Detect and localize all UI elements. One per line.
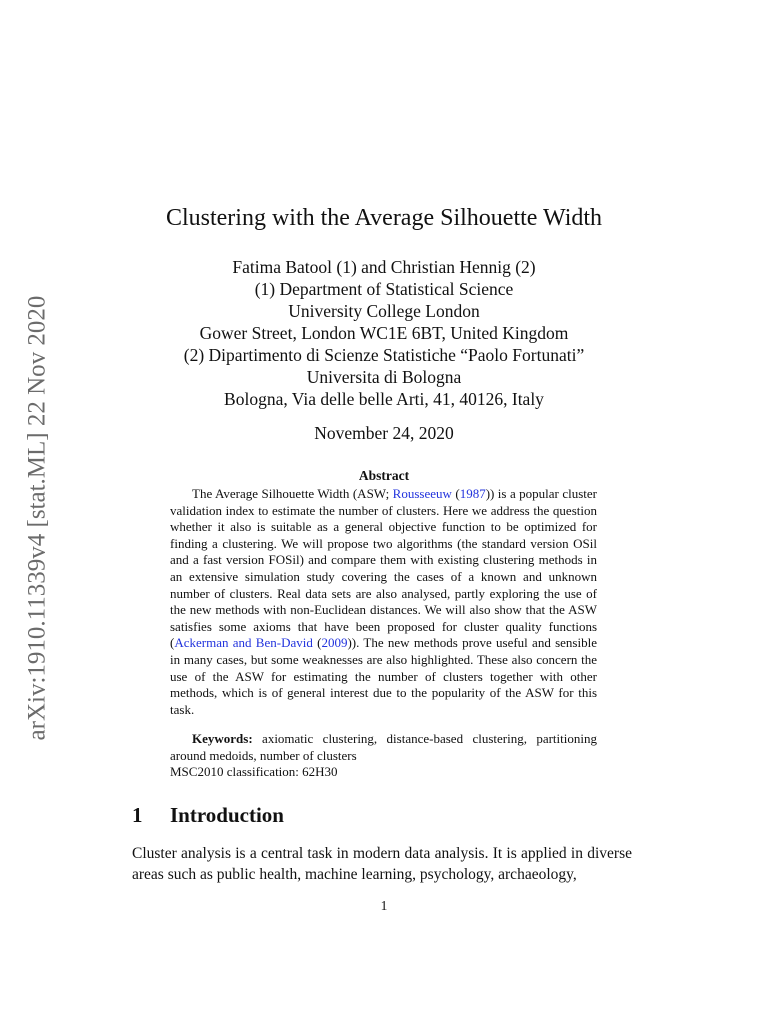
section-heading (132, 803, 284, 828)
page-number: 1 (380, 898, 388, 913)
abstract-text: )) is a popular cluster validation index to estimate the number of clusters. Here we address the question whether it also is suitable as a general objective function to be optimized for finding a clustering. We will propose two algorithms (the standard version OSil and a fast version FOSil) and compare them with existing clustering methods in an extensive simulation study covering the cases of a known and unknown number of clusters. Real data sets are also analysed, partly exploring the use of the new methods with non-Euclidean distances. We will also show that the ASW satisfies some axioms that have been proposed for cluster quality functions ( (170, 486, 597, 651)
arxiv-stamp-text: arXiv:1910.11339v4 [stat.ML] 22 Nov 2020 (23, 295, 50, 741)
citation-year-link[interactable]: 2009 (321, 635, 348, 651)
paper-date: November 24, 2020 (314, 423, 454, 443)
keywords-label: Keywords: (192, 731, 253, 746)
author-affiliations (0, 256, 768, 410)
affiliation-line: (2) Dipartimento di Scienze Statistiche “Paolo Fortunati” (183, 345, 585, 365)
abstract-text: )). The new methods prove useful and sensible in many cases, but some weaknesses are also highlighted. These also concern the use of the ASW for estimating the number of clusters together with other methods, which is of general interest due to the popularity of the ASW for this task. (170, 635, 597, 717)
section-number: 1 (132, 803, 143, 827)
abstract-heading: Abstract (358, 468, 410, 483)
keywords-text: axiomatic clustering, distance-based clustering, partitioning around medoids, number of clusters (170, 731, 597, 763)
affiliation-line: Bologna, Via delle belle Arti, 41, 40126, Italy (224, 389, 544, 409)
intro-paragraph: Cluster analysis is a central task in modern data analysis. It is applied in diverse areas such as public health, machine learning, psychology, archaeology, (132, 845, 632, 883)
affiliation-line: University College London (288, 301, 480, 321)
abstract-text: ( (451, 486, 460, 501)
abstract-text: ( (312, 635, 322, 651)
citation-year-link[interactable]: 1987 (459, 486, 486, 501)
paper-title: Clustering with the Average Silhouette Width (165, 205, 603, 231)
abstract-text: The Average Silhouette Width (ASW; (192, 486, 393, 501)
citation-link[interactable]: Ackerman and Ben-David (174, 635, 313, 651)
citation-link[interactable]: Rousseeuw (392, 486, 452, 501)
msc-classification: MSC2010 classification: 62H30 (170, 764, 338, 779)
affiliation-line: (1) Department of Statistical Science (254, 279, 514, 299)
affiliation-line: Gower Street, London WC1E 6BT, United Kingdom (199, 323, 569, 343)
abstract-body (170, 486, 597, 718)
keywords (170, 731, 597, 764)
authors-line: Fatima Batool (1) and Christian Hennig (2) (232, 257, 536, 277)
section-title: Introduction (170, 803, 284, 827)
affiliation-line: Universita di Bologna (306, 367, 462, 387)
